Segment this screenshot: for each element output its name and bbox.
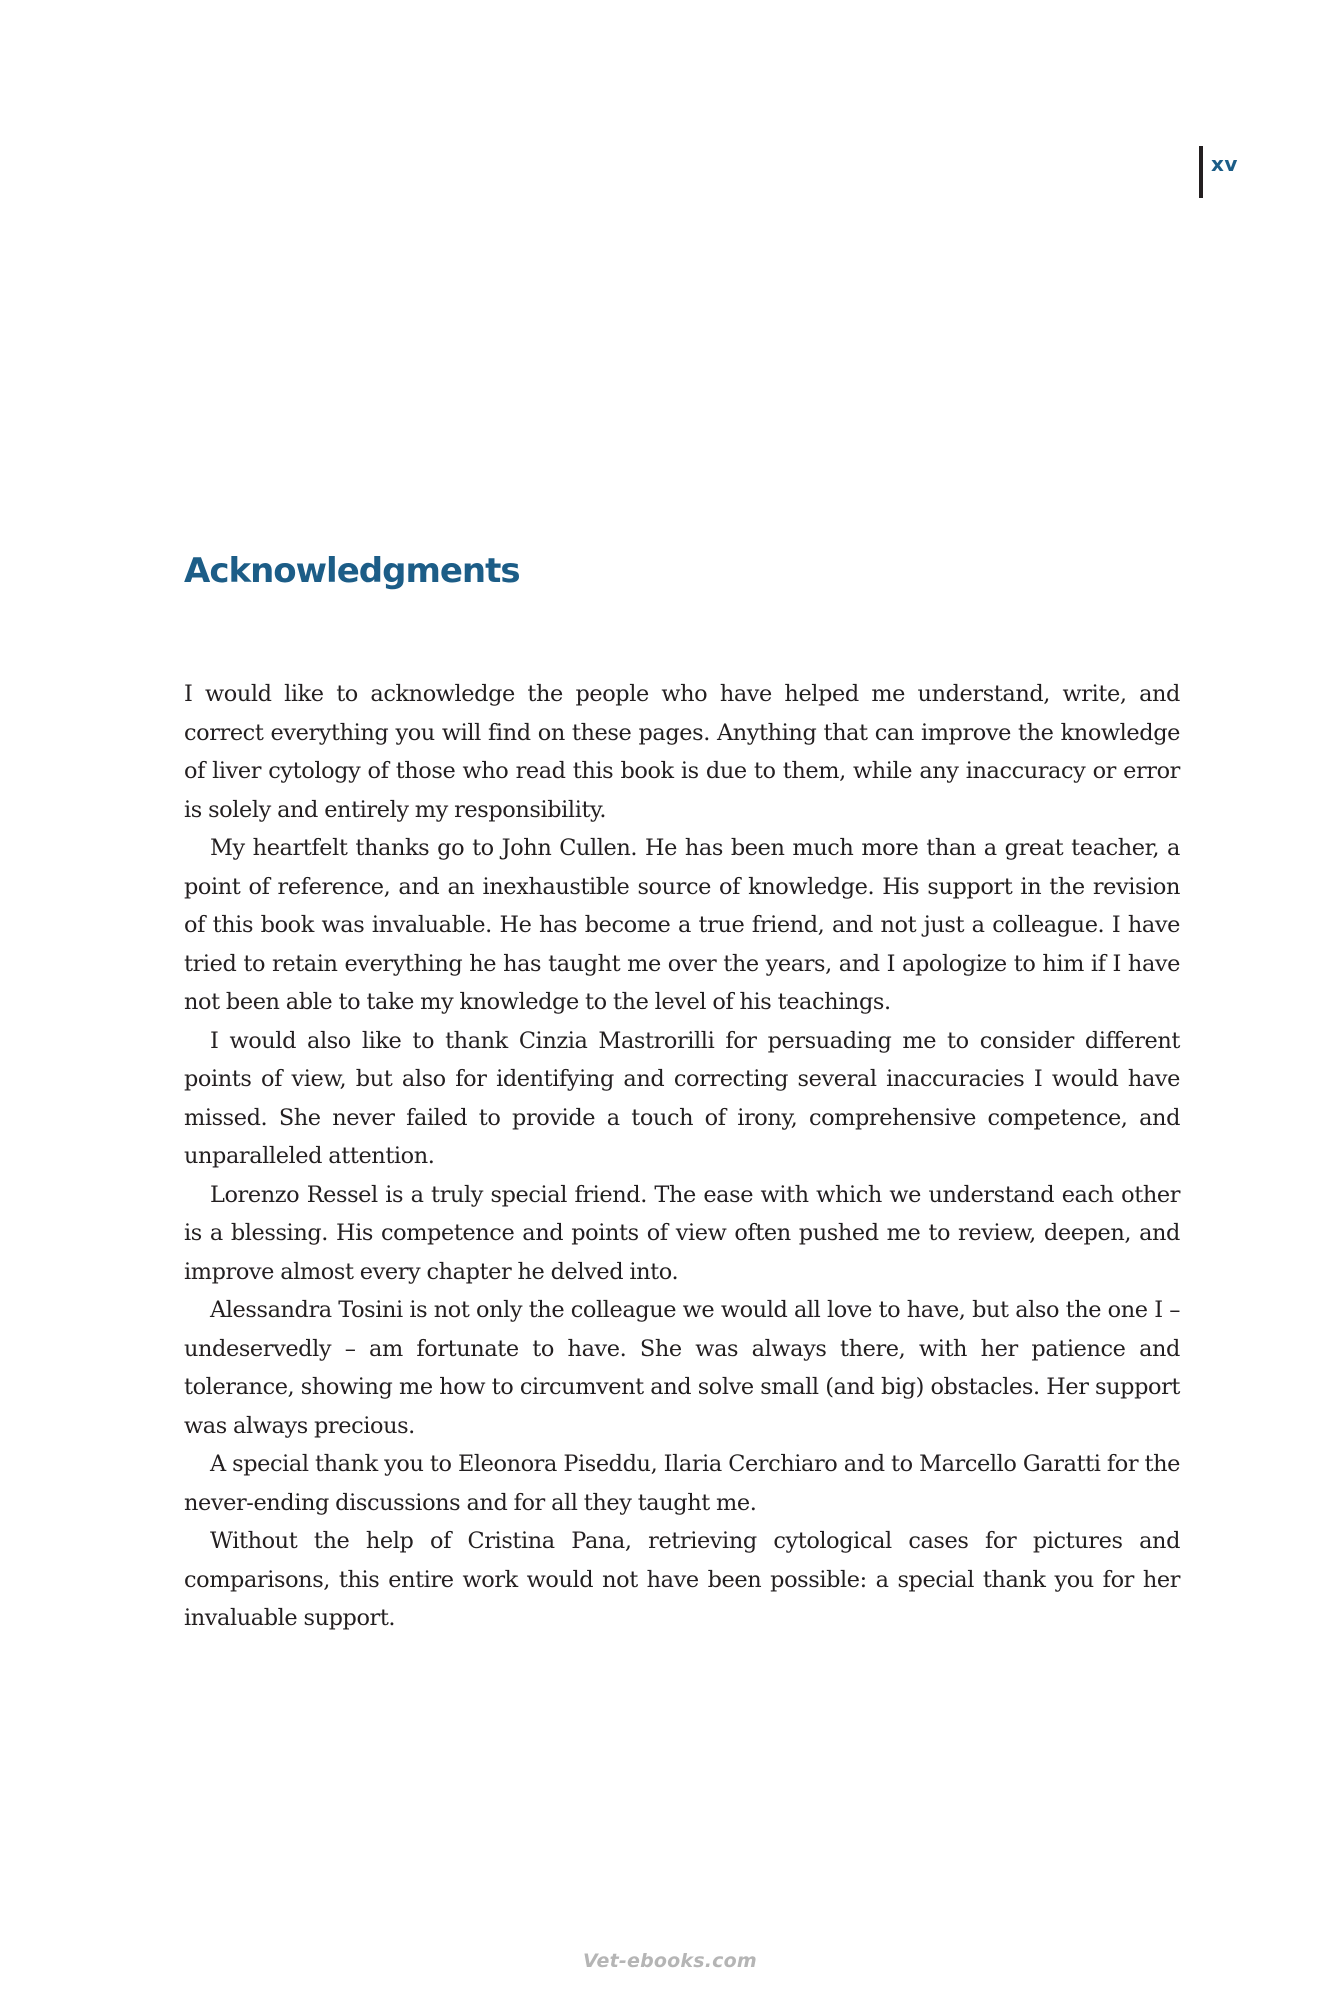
chapter-title: Acknowledgments [184, 551, 520, 591]
paragraph: I would like to acknowledge the people who have helped me understand, write, and correct everything you will find on these pages. Anything that can improve the knowledge of liver cytology of those who read this book is due to them, while any inaccuracy or error is solely and entirely my responsibility. [184, 681, 1180, 823]
watermark: Vet-ebooks.com [583, 1950, 757, 1972]
paragraph: A special thank you to Eleonora Piseddu, Ilaria Cerchiaro and to Marcello Garatti for the never-ending discussions and for all they taught me. [184, 1451, 1180, 1516]
paragraph: Without the help of Cristina Pana, retrieving cytological cases for pictures and comparisons, this entire work would not have been possible: a special thank you for her invaluable support. [184, 1528, 1180, 1631]
page-number: xv [1211, 152, 1238, 176]
paragraph: Alessandra Tosini is not only the colleague we would all love to have, but also the one I – undeservedly – am fortunate to have. She was always there, with her patience and tolerance, showing me how to circumvent and solve small (and big) obstacles. Her support was always precious. [184, 1297, 1180, 1439]
paragraph: My heartfelt thanks go to John Cullen. He has been much more than a great teacher, a point of reference, and an inexhaustible source of knowledge. His support in the revision of this book was invaluable. He has become a true friend, and not just a colleague. I have tried to retain everything he has taught me over the years, and I apologize to him if I have not been able to take my knowledge to the level of his teachings. [184, 835, 1180, 1015]
acknowledgments-body [184, 675, 1180, 1638]
paragraph: I would also like to thank Cinzia Mastrorilli for persuading me to consider different points of view, but also for identifying and correcting several inaccuracies I would have missed. She never failed to provide a touch of irony, comprehensive competence, and unparalleled attention. [184, 1027, 1180, 1169]
folio-rule [1199, 146, 1203, 198]
paragraph: Lorenzo Ressel is a truly special friend. The ease with which we understand each other is a blessing. His competence and points of view often pushed me to review, deepen, and improve almost every chapter he delved into. [184, 1181, 1180, 1285]
